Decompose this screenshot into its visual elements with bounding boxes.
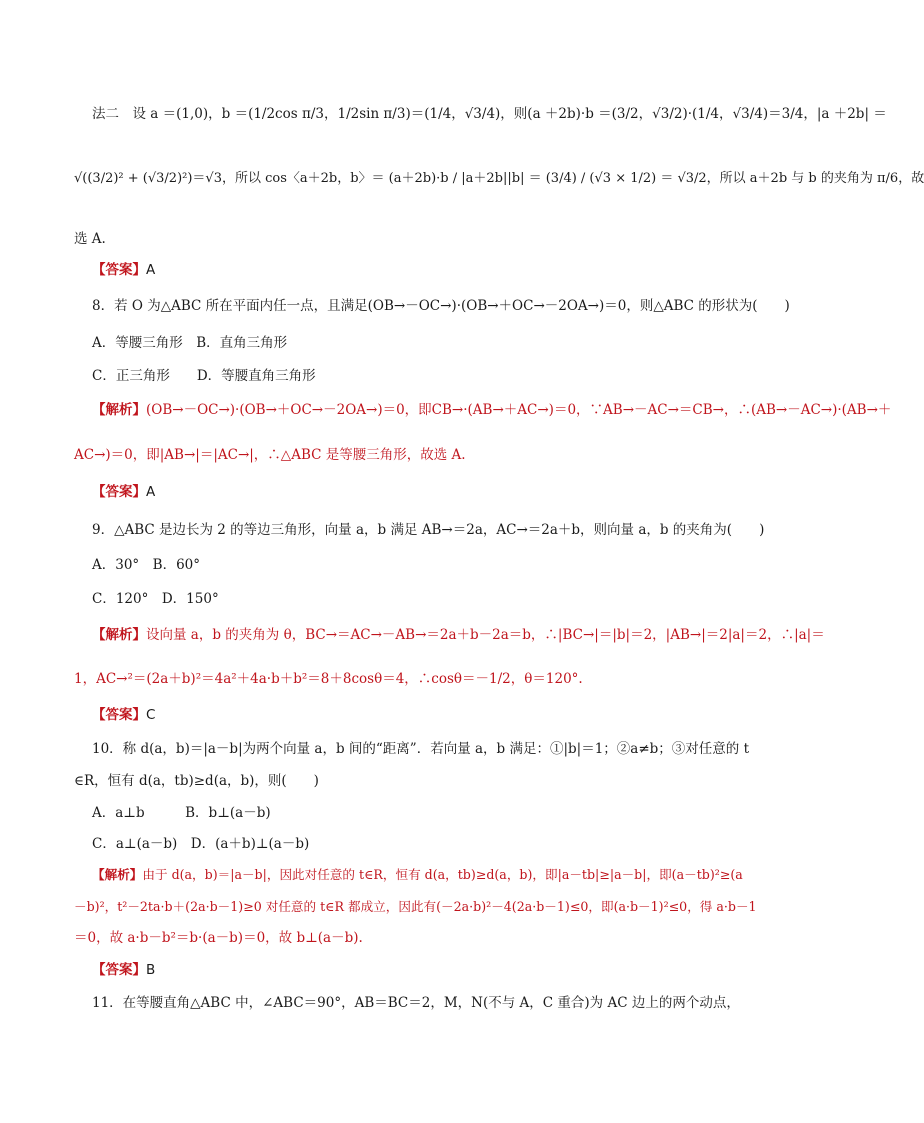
q10-options-line1: A．a⊥b B．b⊥(a－b) bbox=[92, 805, 271, 821]
q10-analysis-line3: ＝0，故 a·b－b²＝b·(a－b)＝0，故 b⊥(a－b). bbox=[74, 930, 363, 946]
analysis-tag: 【解析】 bbox=[92, 627, 146, 643]
q10-stem-line1: 10．称 d(a，b)＝|a－b|为两个向量 a，b 间的“距离”．若向量 a，b 满足：①|b|＝1；②a≠b；③对任意的 t bbox=[92, 741, 750, 757]
answer-value: A bbox=[146, 262, 156, 278]
q10-stem-line2: ∈R，恒有 d(a，tb)≥d(a，b)，则( ) bbox=[74, 773, 319, 789]
analysis-tag: 【解析】 bbox=[92, 402, 146, 418]
q9-answer bbox=[92, 706, 155, 724]
q8-stem: 8．若 O 为△ABC 所在平面内任一点，且满足(OB→－OC→)·(OB→＋OC→－2OA→)＝0，则△ABC 的形状为( ) bbox=[92, 298, 790, 314]
answer-value: B bbox=[146, 962, 156, 978]
q8-options-line1: A．等腰三角形 B．直角三角形 bbox=[92, 335, 288, 351]
q9-analysis-line2: 1，AC→²＝(2a＋b)²＝4a²＋4a·b＋b²＝8＋8cosθ＝4，∴cosθ＝－1/2，θ＝120°. bbox=[74, 671, 583, 687]
solution-method2-line2: √((3/2)² + (√3/2)²)＝√3，所以 cos〈a＋2b，b〉＝ (a＋2b)·b / |a＋2b||b| ＝ (3/4) / (√3 × 1/2) ＝ √3/2，所以 a＋2b 与 b 的夹角为 π/6，故 bbox=[74, 171, 924, 186]
q10-analysis-line2: －b)²，t²－2ta·b＋(2a·b－1)≥0 对任意的 t∈R 都成立，因此有(－2a·b)²－4(2a·b－1)≤0，即(a·b－1)²≤0，得 a·b－1 bbox=[74, 899, 757, 914]
answer-tag: 【答案】 bbox=[92, 484, 146, 500]
q8-analysis-line2: AC→)＝0，即|AB→|＝|AC→|，∴△ABC 是等腰三角形，故选 A. bbox=[74, 447, 466, 463]
answer-tag: 【答案】 bbox=[92, 707, 146, 723]
analysis-text: (OB→－OC→)·(OB→＋OC→－2OA→)＝0，即CB→·(AB→＋AC→)＝0，∵AB→－AC→＝CB→，∴(AB→－AC→)·(AB→＋ bbox=[146, 402, 892, 418]
q7-answer bbox=[92, 261, 155, 279]
answer-value: C bbox=[146, 707, 156, 723]
analysis-text: 由于 d(a，b)＝|a－b|，因此对任意的 t∈R，恒有 d(a，tb)≥d(a，b)，即|a－tb|≥|a－b|，即(a－tb)²≥(a bbox=[142, 867, 743, 882]
q9-options-line2: C．120° D．150° bbox=[92, 591, 219, 607]
answer-tag: 【答案】 bbox=[92, 962, 146, 978]
q9-stem: 9．△ABC 是边长为 2 的等边三角形，向量 a，b 满足 AB→＝2a，AC→＝2a＋b，则向量 a，b 的夹角为( ) bbox=[92, 522, 765, 538]
answer-tag: 【答案】 bbox=[92, 262, 146, 278]
q10-options-line2: C．a⊥(a－b) D．(a＋b)⊥(a－b) bbox=[92, 836, 310, 852]
analysis-tag: 【解析】 bbox=[92, 867, 143, 882]
q8-answer bbox=[92, 483, 155, 501]
q10-answer bbox=[92, 961, 155, 979]
q11-stem-line1: 11．在等腰直角△ABC 中，∠ABC＝90°，AB＝BC＝2，M，N(不与 A，C 重合)为 AC 边上的两个动点， bbox=[92, 995, 740, 1011]
q9-analysis-line1 bbox=[92, 626, 825, 644]
analysis-text: 设向量 a，b 的夹角为 θ，BC→＝AC→－AB→＝2a＋b－2a＝b，∴|BC→|＝|b|＝2，|AB→|＝2|a|＝2，∴|a|＝ bbox=[146, 627, 825, 643]
q10-analysis-line1 bbox=[92, 866, 743, 884]
solution-method2-line1: 法二 设 a ＝(1,0)，b ＝(1/2cos π/3，1/2sin π/3)＝(1/4，√3/4)，则(a ＋2b)·b ＝(3/2，√3/2)·(1/4，√3/4)＝3/4，|a ＋2b| ＝ bbox=[92, 106, 887, 122]
solution-method2-line3: 选 A. bbox=[74, 231, 106, 247]
q8-options-line2: C．正三角形 D．等腰直角三角形 bbox=[92, 368, 316, 384]
q8-analysis-line1 bbox=[92, 401, 891, 419]
q9-options-line1: A．30° B．60° bbox=[92, 557, 201, 573]
answer-value: A bbox=[146, 484, 156, 500]
